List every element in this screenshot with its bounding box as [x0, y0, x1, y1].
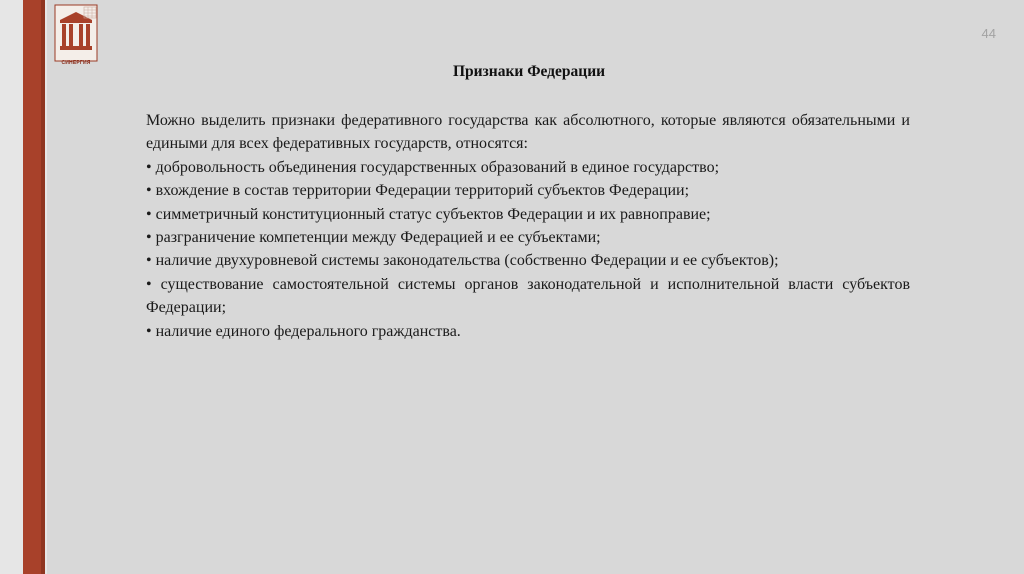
intro-paragraph: Можно выделить признаки федеративного государства как абсолютного, которые являются обязательными и едиными для всех федеративных государств, относятся: — [146, 112, 910, 153]
page-number: 44 — [981, 26, 996, 41]
logo-caption: СИНЕРГИЯ — [61, 60, 91, 66]
slide-body — [146, 109, 910, 343]
accent-bar-edge — [41, 0, 45, 574]
bullet-item: • добровольность объединения государственных образований в единое государство; — [146, 158, 720, 176]
bullet-item: • разграничение компетенции между Федерацией и ее субъектами; — [146, 229, 601, 247]
bullet-item: • существование самостоятельной системы органов законодательной и исполнительной власти субъектов Федерации; — [146, 275, 910, 317]
bullet-item: • наличие единого федерального гражданства. — [146, 322, 461, 340]
bullet-item: • симметричный конституционный статус субъектов Федерации и их равноправие; — [146, 205, 711, 223]
slide-title: Признаки Федерации — [452, 63, 606, 80]
bullet-item: • наличие двухуровневой системы законодательства (собственно Федерации и ее субъектов); — [146, 252, 779, 270]
accent-bar — [23, 0, 41, 574]
bullet-item: • вхождение в состав территории Федерации территорий субъектов Федерации; — [146, 182, 690, 200]
